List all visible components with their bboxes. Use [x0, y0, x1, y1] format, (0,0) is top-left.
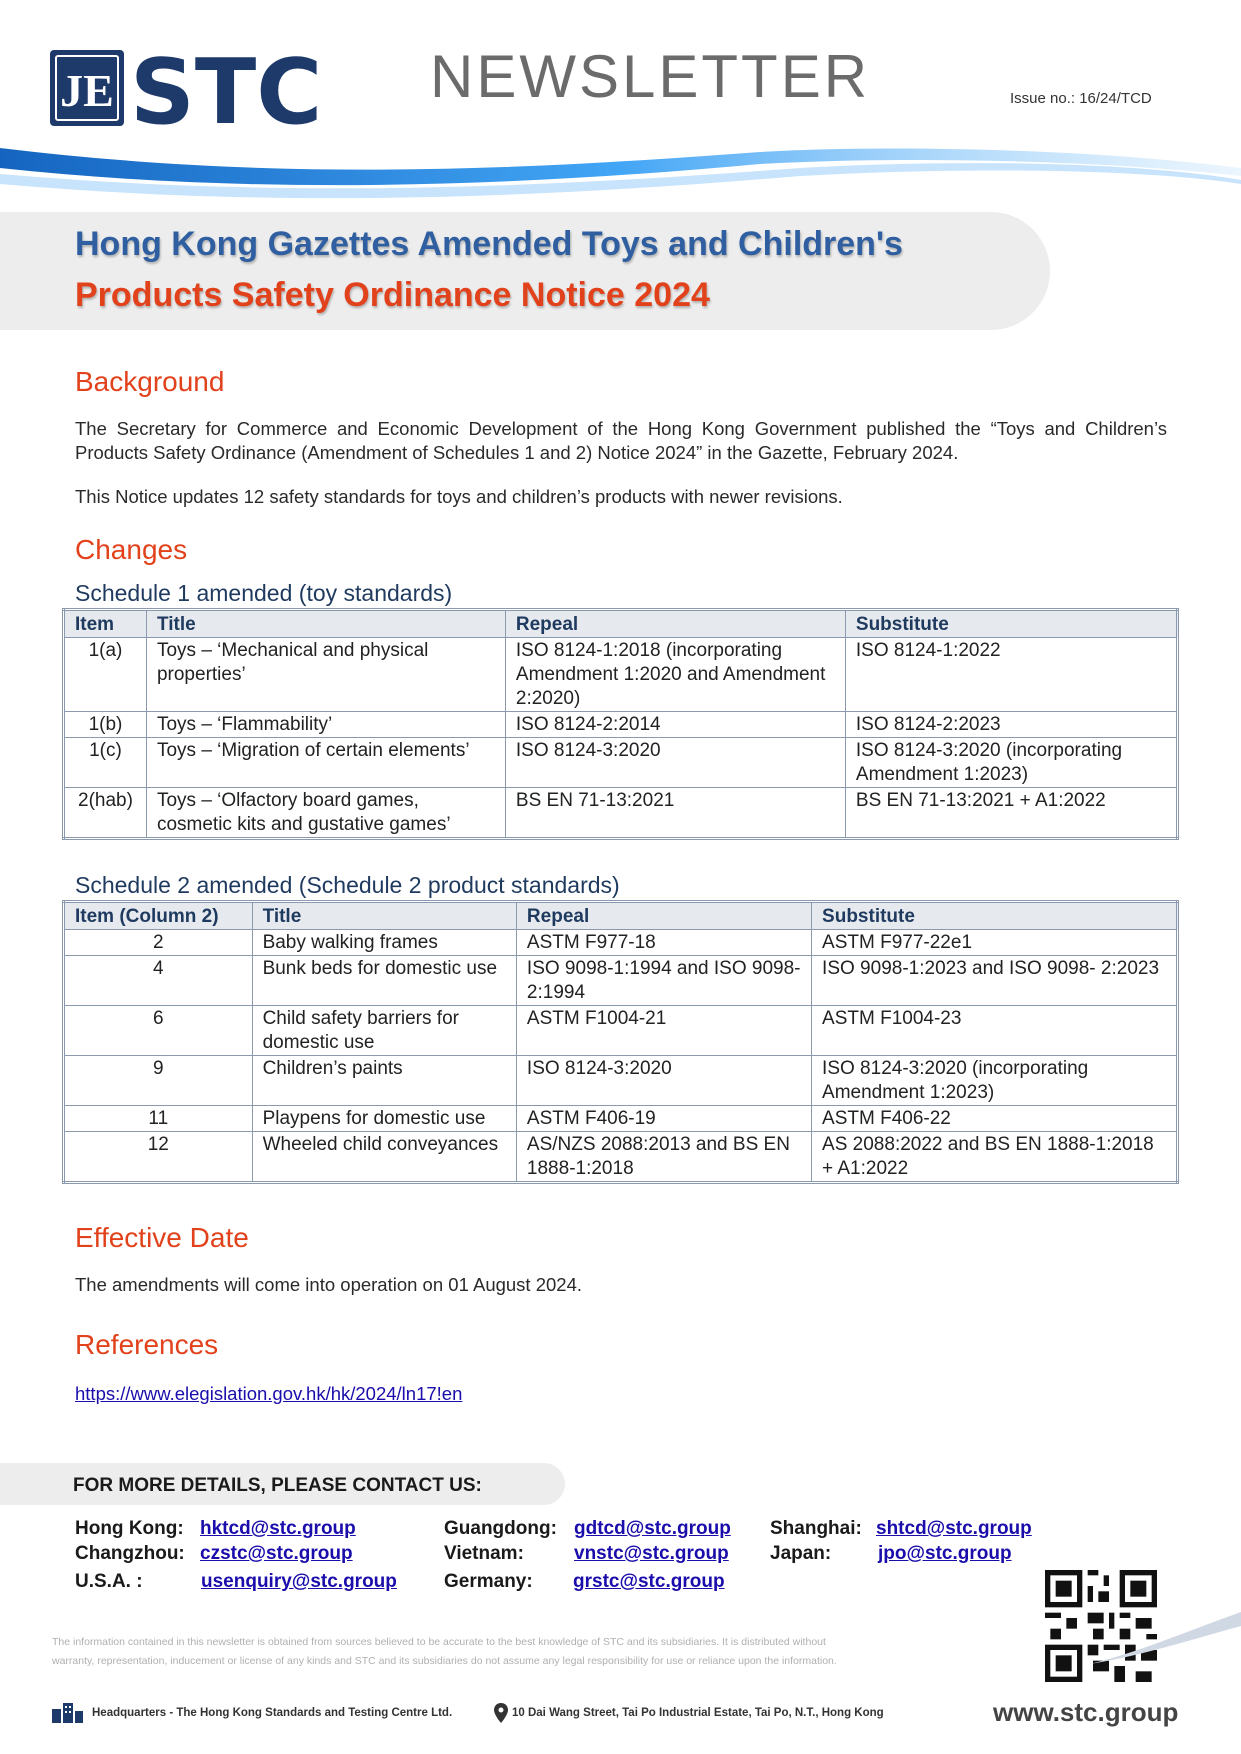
repeal-cell: ISO 8124-1:2018 (incorporating Amendment 1:2020 and Amendment 2:2020) — [505, 638, 845, 712]
substitute-cell: AS 2088:2022 and BS EN 1888-1:2018 + A1:2022 — [812, 1132, 1178, 1183]
contact-email-shanghai[interactable]: shtcd@stc.group — [876, 1518, 1032, 1539]
table-row — [64, 638, 1178, 712]
title-cell: Baby walking frames — [252, 930, 516, 956]
column-header: Repeal — [505, 610, 845, 638]
table-header-row — [64, 902, 1178, 930]
contact-label-hong-kong: Hong Kong: — [75, 1518, 184, 1539]
stc-logo — [50, 48, 350, 128]
reference-link[interactable]: https://www.elegislation.gov.hk/hk/2024/ln17!en — [75, 1383, 463, 1404]
changes-heading: Changes — [75, 534, 188, 565]
table-row — [64, 712, 1178, 738]
substitute-cell: ASTM F406-22 — [812, 1106, 1178, 1132]
item-cell: 1(b) — [64, 712, 147, 738]
effective-date-text: The amendments will come into operation on 01 August 2024. — [75, 1274, 583, 1295]
brand-text: STC — [130, 48, 323, 128]
table-row — [64, 930, 1178, 956]
item-cell: 9 — [64, 1056, 253, 1106]
substitute-cell: BS EN 71-13:2021 + A1:2022 — [845, 788, 1177, 839]
contact-label-changzhou: Changzhou: — [75, 1543, 185, 1564]
contact-email-vietnam[interactable]: vnstc@stc.group — [574, 1543, 729, 1564]
repeal-cell: ASTM F406-19 — [516, 1106, 811, 1132]
repeal-cell: AS/NZS 2088:2013 and BS EN 1888-1:2018 — [516, 1132, 811, 1183]
website-link[interactable]: www.stc.group — [993, 1697, 1179, 1727]
page-title-line-2: Products Safety Ordinance Notice 2024 — [75, 276, 710, 314]
contact-email-guangdong[interactable]: gdtcd@stc.group — [574, 1518, 731, 1539]
table-row — [64, 1106, 1178, 1132]
title-cell: Children’s paints — [252, 1056, 516, 1106]
contact-label-germany: Germany: — [444, 1571, 533, 1592]
column-header: Title — [252, 902, 516, 930]
table-row — [64, 1056, 1178, 1106]
table-row — [64, 1006, 1178, 1056]
contact-label-guangdong: Guangdong: — [444, 1518, 557, 1539]
contact-label-japan: Japan: — [770, 1543, 832, 1564]
item-cell: 1(a) — [64, 638, 147, 712]
disclaimer-line-2: warranty, representation, inducement or license of any kinds and STC and its subsidiaries do not assume any legal responsibility for use or reliance upon the information. — [52, 1655, 837, 1667]
contact-label-vietnam: Vietnam: — [444, 1543, 524, 1564]
title-cell: Toys – ‘Migration of certain elements’ — [146, 738, 505, 788]
repeal-cell: BS EN 71-13:2021 — [505, 788, 845, 839]
repeal-cell: ISO 8124-2:2014 — [505, 712, 845, 738]
item-cell: 1(c) — [64, 738, 147, 788]
repeal-cell: ASTM F1004-21 — [516, 1006, 811, 1056]
substitute-cell: ISO 8124-3:2020 (incorporating Amendment 1:2023) — [845, 738, 1177, 788]
repeal-cell: ISO 8124-3:2020 — [516, 1056, 811, 1106]
title-cell: Child safety barriers for domestic use — [252, 1006, 516, 1056]
substitute-cell: ASTM F977-22e1 — [812, 930, 1178, 956]
table-row — [64, 1132, 1178, 1183]
substitute-cell: ASTM F1004-23 — [812, 1006, 1178, 1056]
address-text: 10 Dai Wang Street, Tai Po Industrial Estate, Tai Po, N.T., Hong Kong — [512, 1707, 884, 1719]
item-cell: 6 — [64, 1006, 253, 1056]
item-cell: 4 — [64, 956, 253, 1006]
contact-email-hong-kong[interactable]: hktcd@stc.group — [200, 1518, 356, 1539]
substitute-cell: ISO 8124-3:2020 (incorporating Amendment 1:2023) — [812, 1056, 1178, 1106]
title-cell: Toys – ‘Olfactory board games, cosmetic kits and gustative games’ — [146, 788, 505, 839]
item-cell: 11 — [64, 1106, 253, 1132]
substitute-cell: ISO 8124-1:2022 — [845, 638, 1177, 712]
title-cell: Wheeled child conveyances — [252, 1132, 516, 1183]
building-icon — [50, 1701, 84, 1723]
svg-text:JE: JE — [60, 65, 114, 116]
table-row — [64, 788, 1178, 839]
column-header: Item (Column 2) — [64, 902, 253, 930]
schedule-2-table — [62, 900, 1179, 1184]
item-cell: 2(hab) — [64, 788, 147, 839]
header-swoosh — [0, 130, 1241, 220]
repeal-cell: ISO 8124-3:2020 — [505, 738, 845, 788]
background-heading: Background — [75, 366, 225, 397]
issue-number: Issue no.: 16/24/TCD — [1010, 90, 1152, 107]
references-heading: References — [75, 1329, 219, 1360]
schedule-1-heading: Schedule 1 amended (toy standards) — [75, 580, 453, 606]
title-cell: Playpens for domestic use — [252, 1106, 516, 1132]
table-header-row — [64, 610, 1178, 638]
disclaimer — [52, 1633, 982, 1671]
column-header: Substitute — [845, 610, 1177, 638]
title-cell: Bunk beds for domestic use — [252, 956, 516, 1006]
schedule-2-heading: Schedule 2 amended (Schedule 2 product standards) — [75, 872, 620, 898]
table-row — [64, 738, 1178, 788]
contact-label-shanghai: Shanghai: — [770, 1518, 862, 1539]
contact-email-usa[interactable]: usenquiry@stc.group — [201, 1571, 397, 1592]
column-header: Title — [146, 610, 505, 638]
column-header: Item — [64, 610, 147, 638]
background-paragraph-2: This Notice updates 12 safety standards for toys and children’s products with newer revisions. — [75, 486, 843, 507]
background-paragraph-1: The Secretary for Commerce and Economic Development of the Hong Kong Government published the “Toys and Children’s Products Safety Ordinance (Amendment of Schedules 1 and 2) Notice 2024” in the Gazette, February 2024. — [75, 418, 1167, 463]
contact-email-germany[interactable]: grstc@stc.group — [573, 1571, 725, 1592]
contact-label-usa: U.S.A. : — [75, 1571, 143, 1592]
repeal-cell: ASTM F977-18 — [516, 930, 811, 956]
item-cell: 12 — [64, 1132, 253, 1183]
location-pin-icon — [494, 1703, 508, 1723]
headquarters-text: Headquarters - The Hong Kong Standards and Testing Centre Ltd. — [92, 1707, 453, 1719]
contact-email-japan[interactable]: jpo@stc.group — [878, 1543, 1012, 1564]
footer-swoosh — [1090, 1612, 1241, 1664]
substitute-cell: ISO 8124-2:2023 — [845, 712, 1177, 738]
title-cell: Toys – ‘Flammability’ — [146, 712, 505, 738]
table-row — [64, 956, 1178, 1006]
column-header: Substitute — [812, 902, 1178, 930]
effective-date-heading: Effective Date — [75, 1222, 249, 1253]
disclaimer-line-1: The information contained in this newsletter is obtained from sources believed to be accurate to the best knowledge of STC and its subsidiaries. It is distributed without — [52, 1636, 826, 1648]
schedule-1-table — [62, 608, 1179, 840]
column-header: Repeal — [516, 902, 811, 930]
substitute-cell: ISO 9098-1:2023 and ISO 9098- 2:2023 — [812, 956, 1178, 1006]
repeal-cell: ISO 9098-1:1994 and ISO 9098-2:1994 — [516, 956, 811, 1006]
title-cell: Toys – ‘Mechanical and physical properties’ — [146, 638, 505, 712]
newsletter-label: NEWSLETTER — [430, 43, 871, 110]
contact-heading: FOR MORE DETAILS, PLEASE CONTACT US: — [73, 1475, 482, 1496]
page-title-line-1: Hong Kong Gazettes Amended Toys and Children's — [75, 225, 903, 263]
item-cell: 2 — [64, 930, 253, 956]
contact-email-changzhou[interactable]: czstc@stc.group — [200, 1543, 353, 1564]
